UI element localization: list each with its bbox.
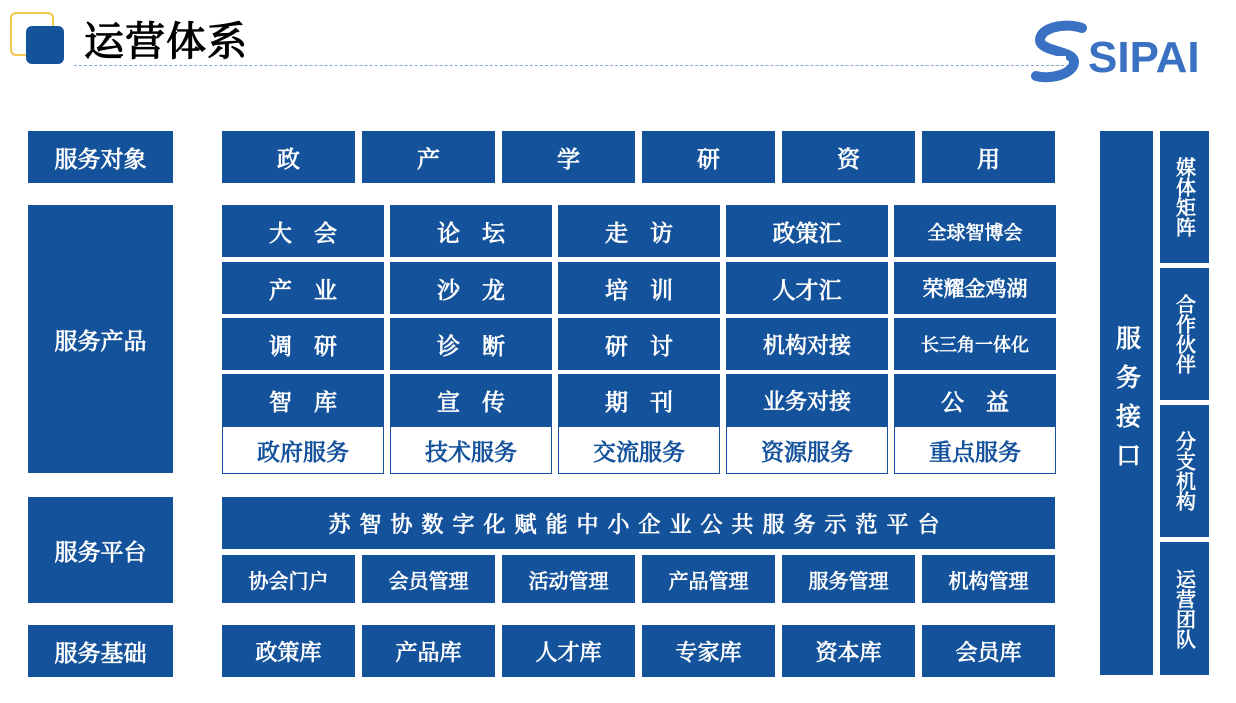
row-label-service-platform: 服务平台	[28, 497, 173, 603]
product-cell: 培 训	[558, 262, 720, 314]
product-cell: 论 坛	[390, 205, 552, 257]
foundation-cell: 资本库	[782, 625, 915, 677]
logo-text: SIPAI	[1088, 33, 1200, 82]
interface-item: 运营团队	[1160, 542, 1209, 675]
interface-title: 服务接口	[1100, 131, 1153, 675]
object-cell: 产	[362, 131, 495, 183]
platform-module: 会员管理	[362, 555, 495, 603]
foundation-cell: 产品库	[362, 625, 495, 677]
product-cell: 走 访	[558, 205, 720, 257]
row-label-service-objects: 服务对象	[28, 131, 173, 183]
product-cell: 研 讨	[558, 318, 720, 370]
foundation-cell: 人才库	[502, 625, 635, 677]
product-category: 政府服务	[222, 426, 384, 474]
product-cell: 全球智博会	[894, 205, 1056, 257]
product-category: 技术服务	[390, 426, 552, 474]
object-cell: 资	[782, 131, 915, 183]
title-divider	[74, 65, 1074, 66]
object-cell: 政	[222, 131, 355, 183]
platform-module: 活动管理	[502, 555, 635, 603]
product-cell: 调 研	[222, 318, 384, 370]
page-title: 运营体系	[84, 19, 248, 65]
row-label-service-products: 服务产品	[28, 205, 173, 473]
foundation-cell: 专家库	[642, 625, 775, 677]
object-cell: 用	[922, 131, 1055, 183]
platform-module: 机构管理	[922, 555, 1055, 603]
sipai-logo	[1030, 18, 1210, 92]
foundation-cell: 政策库	[222, 625, 355, 677]
interface-item: 媒体矩阵	[1160, 131, 1209, 263]
interface-item: 合作伙伴	[1160, 268, 1209, 400]
product-category: 交流服务	[558, 426, 720, 474]
product-cell: 公 益	[894, 374, 1056, 426]
product-cell: 政策汇	[726, 205, 888, 257]
product-cell: 诊 断	[390, 318, 552, 370]
product-cell: 长三角一体化	[894, 318, 1056, 370]
product-cell: 人才汇	[726, 262, 888, 314]
foundation-cell: 会员库	[922, 625, 1055, 677]
product-cell: 智 库	[222, 374, 384, 426]
product-cell: 荣耀金鸡湖	[894, 262, 1056, 314]
product-cell: 业务对接	[726, 374, 888, 426]
platform-module: 服务管理	[782, 555, 915, 603]
platform-module: 产品管理	[642, 555, 775, 603]
object-cell: 研	[642, 131, 775, 183]
product-cell: 机构对接	[726, 318, 888, 370]
product-cell: 大 会	[222, 205, 384, 257]
platform-module: 协会门户	[222, 555, 355, 603]
product-category: 重点服务	[894, 426, 1056, 474]
product-cell: 宣 传	[390, 374, 552, 426]
product-cell: 沙 龙	[390, 262, 552, 314]
interface-item: 分支机构	[1160, 405, 1209, 537]
platform-title: 苏智协数字化赋能中小企业公共服务示范平台	[222, 497, 1055, 549]
product-category: 资源服务	[726, 426, 888, 474]
product-cell: 期 刊	[558, 374, 720, 426]
title-decoration-square	[26, 26, 64, 64]
object-cell: 学	[502, 131, 635, 183]
sipai-logo-mark	[1030, 18, 1210, 92]
row-label-service-foundation: 服务基础	[28, 625, 173, 677]
product-cell: 产 业	[222, 262, 384, 314]
